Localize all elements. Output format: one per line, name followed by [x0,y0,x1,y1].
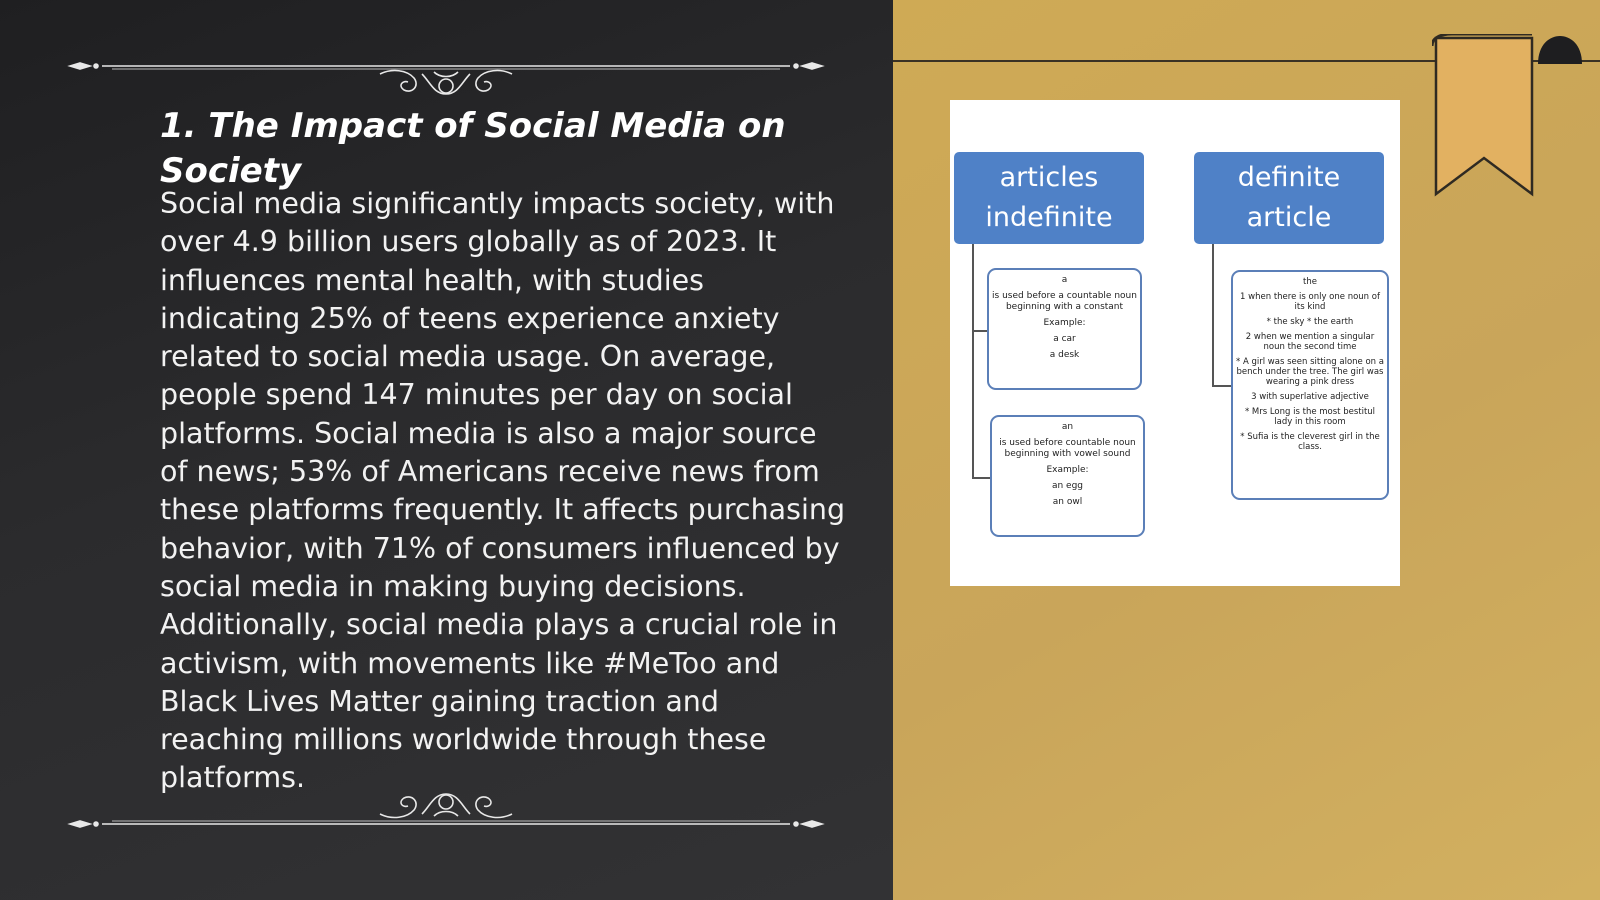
ribbon-tab-icon [1536,34,1584,64]
box-the-line: 1 when there is only one noun of its kind [1240,292,1380,312]
box-a-line: a [1061,275,1068,285]
indefinite-articles-header [954,152,1144,244]
box-a-line: Example: [1043,318,1086,328]
articles-diagram-image [950,100,1400,586]
definite-article-header [1194,152,1384,244]
top-ornament-divider [62,38,830,98]
connector-to-a [972,330,988,332]
box-the-line: 2 when we mention a singular noun the second time [1245,332,1375,352]
box-the-line: * the sky * the earth [1266,317,1354,327]
connector-to-an [972,477,990,479]
box-a-line: a desk [1049,350,1080,360]
box-an-line: an [1061,422,1074,432]
slide-body-text: Social media significantly impacts society, with over 4.9 billion users globally as of 2023. It influences mental health, with studies indicating 25% of teens experience anxiety related to social media usage. On average, people spend 147 minutes per day on social platforms. Social media is also a major source of news; 53% of Americans receive news from these platforms frequently. It affects purchasing behavior, with 71% of consumers influenced by social media in making buying decisions. Additionally, social media plays a crucial role in activism, with movements like #MeToo and Black Lives Matter gaining traction and reaching millions worldwide through these platforms. [160,187,846,795]
right-tree-connector [1212,244,1214,386]
left-header-line-2: indefinite [985,202,1113,233]
box-an-line: an egg [1051,481,1084,491]
right-header-line-2: article [1246,202,1332,233]
box-the-line: * Mrs Long is the most bestitul lady in this room [1244,407,1376,427]
left-header-line-1: articles [999,162,1099,193]
box-an-line: is used before countable noun beginning with vowel sound [999,438,1136,459]
left-tree-connector [972,244,974,478]
box-an-line: an owl [1052,497,1083,507]
box-the-line: * Sufia is the cleverest girl in the class. [1240,432,1380,452]
box-the-line: 3 with superlative adjective [1251,392,1369,402]
box-article-the [1231,270,1389,500]
box-a-line: is used before a countable noun beginning with a constant [992,291,1137,312]
slide-title: 1. The Impact of Social Media on Society [160,106,786,191]
connector-to-the [1212,385,1232,387]
box-article-an [990,415,1145,537]
right-header-line-1: definite [1237,162,1341,193]
box-the-line: * A girl was seen sitting alone on a bench under the tree. The girl was wearing a pink dress [1236,357,1384,387]
box-a-line: a car [1053,334,1076,344]
box-article-a [987,268,1142,390]
box-an-line: Example: [1046,465,1089,475]
box-the-line: the [1303,277,1317,287]
